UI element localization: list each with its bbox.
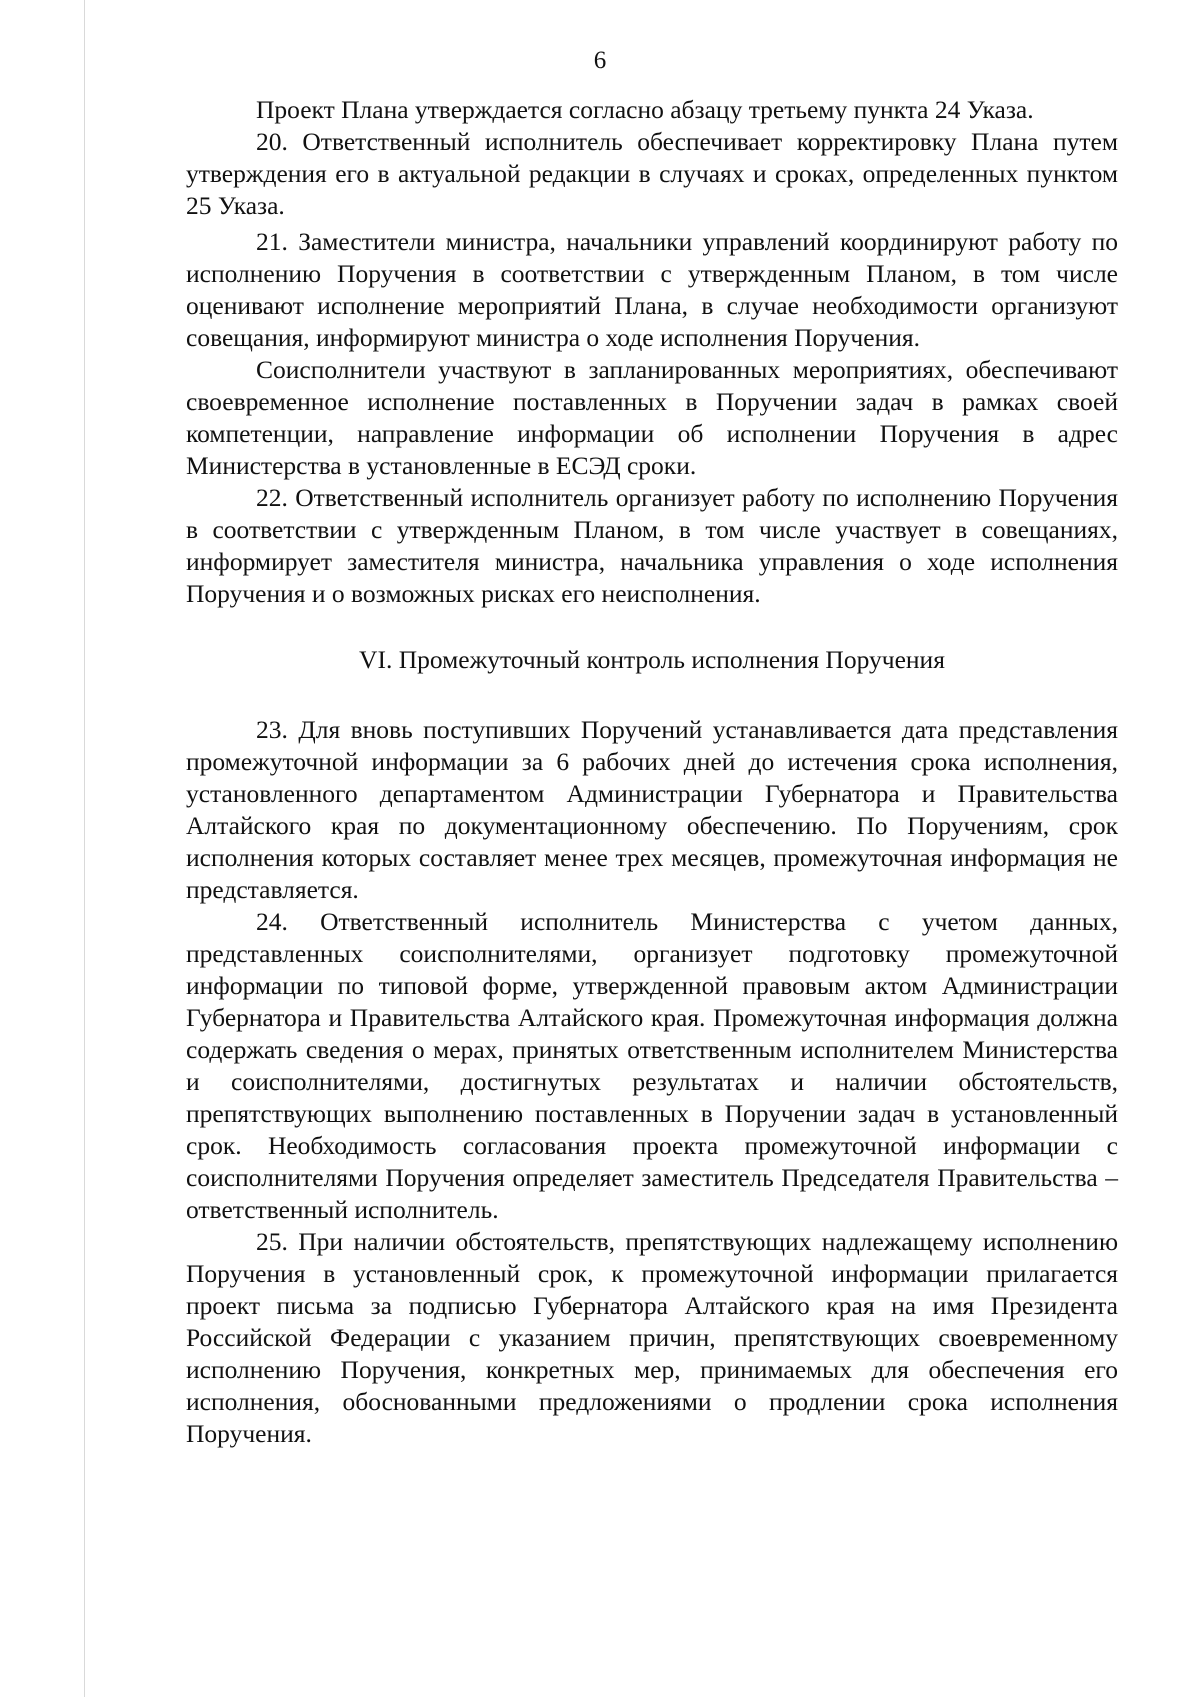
paragraph-23: 23. Для вновь поступивших Поручений устанавливается дата представления промежуточной информации за 6 рабочих дней до истечения срока исполнения, установленного департаментом Администрации Губернатора и Правительства Алтайского края по документационному обеспечению. По Поручениям, срок исполнения которых составляет менее трех месяцев, промежуточная информация не представляется.: [186, 715, 1118, 904]
paragraph-24: 24. Ответственный исполнитель Министерства с учетом данных, представленных соисполнителями, организует подготовку промежуточной информации по типовой форме, утвержденной правовым актом Администрации Губернатора и Правительства Алтайского края. Промежуточная информация должна содержать сведения о мерах, принятых ответственным исполнителем Министерства и соисполнителями, достигнутых результатах и наличии обстоятельств, препятствующих выполнению поставленных в Поручении задач в установленный срок. Необходимость согласования проекта промежуточной информации с соисполнителями Поручения определяет заместитель Председателя Правительства – ответственный исполнитель.: [186, 907, 1118, 1224]
paragraph-plan-approval: Проект Плана утверждается согласно абзацу третьему пункта 24 Указа.: [256, 95, 1034, 124]
page-number: 6: [593, 47, 607, 74]
paragraph-co-executors: Соисполнители участвуют в запланированных мероприятиях, обеспечивают своевременное исполнение поставленных в Поручении задач в рамках своей компетенции, направление информации об исполнении Поручения в адрес Министерства в установленные в ЕСЭД сроки.: [186, 355, 1118, 480]
document-body: [186, 94, 1118, 1450]
section-heading-vi: VI. Промежуточный контроль исполнения Поручения: [359, 645, 945, 674]
paragraph-25: 25. При наличии обстоятельств, препятствующих надлежащему исполнению Поручения в установленный срок, к промежуточной информации прилагается проект письма за подписью Губернатора Алтайского края на имя Президента Российской Федерации с указанием причин, препятствующих своевременному исполнению Поручения, конкретных мер, принимаемых для обеспечения его исполнения, обоснованными предложениями о продлении срока исполнения Поручения.: [186, 1227, 1118, 1448]
paragraph-20: 20. Ответственный исполнитель обеспечивает корректировку Плана путем утверждения его в актуальной редакции в случаях и сроках, определенных пунктом 25 Указа.: [186, 127, 1118, 220]
paragraph-21: 21. Заместители министра, начальники управлений координируют работу по исполнению Поручения в соответствии с утвержденным Планом, в том числе оценивают исполнение мероприятий Плана, в случае необходимости организуют совещания, информируют министра о ходе исполнения Поручения.: [186, 227, 1118, 352]
paragraph-22: 22. Ответственный исполнитель организует работу по исполнению Поручения в соответствии с утвержденным Планом, в том числе участвует в совещаниях, информирует заместителя министра, начальника управления о ходе исполнения Поручения и о возможных рисках его неисполнения.: [186, 483, 1118, 608]
scan-edge-line: [84, 0, 85, 1697]
